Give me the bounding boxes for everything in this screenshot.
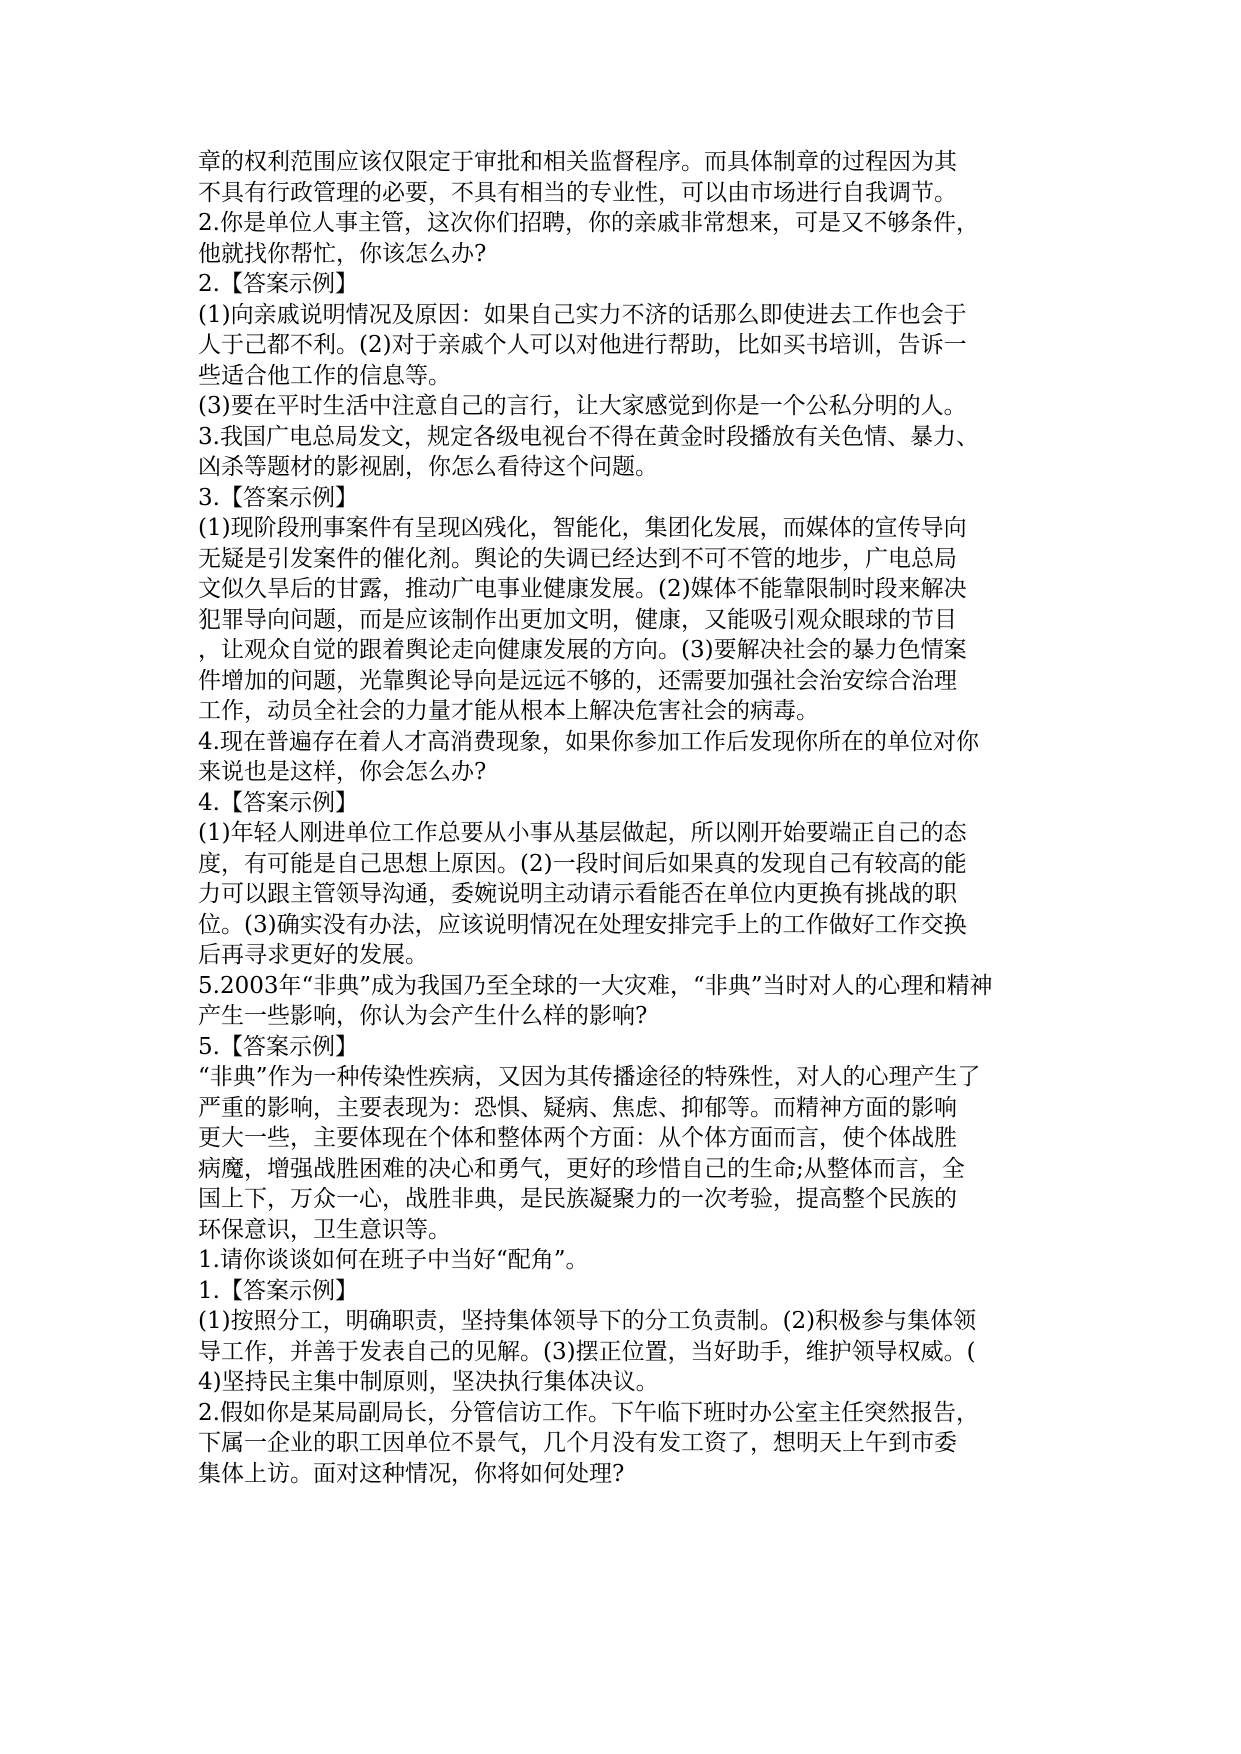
text-line: ，让观众自觉的跟着舆论走向健康发展的方向。(3)要解决社会的暴力色情案: [198, 637, 967, 663]
text-line: 度，有可能是自己思想上原因。(2)一段时间后如果真的发现自己有较高的能: [198, 850, 967, 877]
answer-heading: 5.【答案示例】: [198, 1033, 358, 1060]
text-line: (1)年轻人刚进单位工作总要从小事从基层做起，所以刚开始要端正自己的态: [198, 820, 967, 846]
question-line: 来说也是这样，你会怎么办?: [198, 759, 487, 785]
text-line: 病魔，增强战胜困难的决心和勇气，更好的珍惜自己的生命;从整体而言，全: [198, 1155, 965, 1182]
question-line: 产生一些影响，你认为会产生什么样的影响?: [198, 1003, 648, 1029]
question-line: 集体上访。面对这种情况，你将如何处理?: [198, 1460, 625, 1487]
answer-heading: 1.【答案示例】: [198, 1277, 358, 1304]
text-line: 文似久旱后的甘露，推动广电事业健康发展。(2)媒体不能靠限制时段来解决: [198, 576, 967, 602]
text-line: (1)按照分工，明确职责，坚持集体领导下的分工负责制。(2)积极参与集体领: [198, 1308, 977, 1334]
question-line: 2.你是单位人事主管，这次你们招聘，你的亲戚非常想来，可是又不够条件，: [198, 210, 979, 236]
document-page: [198, 147, 1048, 1489]
text-line: 4)坚持民主集中制原则，坚决执行集体决议。: [198, 1369, 659, 1395]
text-line: “非典”作为一种传染性疾病，又因为其传播途径的特殊性，对人的心理产生了: [198, 1064, 981, 1090]
text-line: 无疑是引发案件的催化剂。舆论的失调已经达到不可不管的地步，广电总局: [198, 545, 957, 572]
text-line: 章的权利范围应该仅限定于审批和相关监督程序。而具体制章的过程因为其: [198, 149, 957, 175]
text-line: 环保意识，卫生意识等。: [198, 1216, 451, 1243]
question-line: 下属一企业的职工因单位不景气，几个月没有发工资了，想明天上午到市委: [198, 1430, 957, 1456]
question-line: 凶杀等题材的影视剧，你怎么看待这个问题。: [198, 454, 658, 480]
text-line: 国上下，万众一心，战胜非典，是民族凝聚力的一次考验，提高整个民族的: [198, 1186, 957, 1212]
question-line: 他就找你帮忙，你该怎么办?: [198, 240, 487, 267]
question-line: 5.2003年“非典”成为我国乃至全球的一大灾难，“非典”当时对人的心理和精神: [198, 972, 993, 999]
question-line: 1.请你谈谈如何在班子中当好“配角”。: [198, 1247, 589, 1273]
text-line: 件增加的问题，光靠舆论导向是远远不够的，还需要加强社会治安综合治理: [198, 667, 957, 694]
text-line: 人于己都不利。(2)对于亲戚个人可以对他进行帮助，比如买书培训，告诉一: [198, 332, 967, 358]
answer-heading: 2.【答案示例】: [198, 271, 358, 297]
text-line: 些适合他工作的信息等。: [198, 362, 451, 389]
text-line: 导工作，并善于发表自己的见解。(3)摆正位置，当好助手，维护领导权威。(: [198, 1338, 976, 1365]
text-line: 更大一些，主要体现在个体和整体两个方面：从个体方面而言，使个体战胜: [198, 1125, 957, 1151]
text-line: (1)现阶段刑事案件有呈现凶残化，智能化，集团化发展，而媒体的宣传导向: [198, 515, 967, 541]
text-line: 位。(3)确实没有办法，应该说明情况在处理安排完手上的工作做好工作交换: [198, 911, 967, 938]
text-line: 严重的影响，主要表现为：恐惧、疑病、焦虑、抑郁等。而精神方面的影响: [198, 1094, 957, 1121]
text-line: 后再寻求更好的发展。: [198, 942, 428, 968]
text-line: 犯罪导向问题，而是应该制作出更加文明，健康，又能吸引观众眼球的节目: [198, 606, 957, 633]
answer-heading: 3.【答案示例】: [198, 484, 358, 511]
text-line: 力可以跟主管领导沟通，委婉说明主动请示看能否在单位内更换有挑战的职: [198, 881, 957, 907]
text-line: (1)向亲戚说明情况及原因：如果自己实力不济的话那么即使进去工作也会于: [198, 301, 967, 328]
text-line: 不具有行政管理的必要，不具有相当的专业性，可以由市场进行自我调节。: [198, 179, 957, 206]
question-line: 3.我国广电总局发文，规定各级电视台不得在黄金时段播放有关色情、暴力、: [198, 423, 979, 450]
question-line: 4.现在普遍存在着人才高消费现象，如果你参加工作后发现你所在的单位对你: [198, 728, 979, 755]
answer-heading: 4.【答案示例】: [198, 789, 358, 816]
text-line: (3)要在平时生活中注意自己的言行，让大家感觉到你是一个公私分明的人。: [198, 393, 967, 419]
question-line: 2.假如你是某局副局长，分管信访工作。下午临下班时办公室主任突然报告，: [198, 1399, 979, 1426]
text-line: 工作，动员全社会的力量才能从根本上解决危害社会的病毒。: [198, 698, 819, 724]
